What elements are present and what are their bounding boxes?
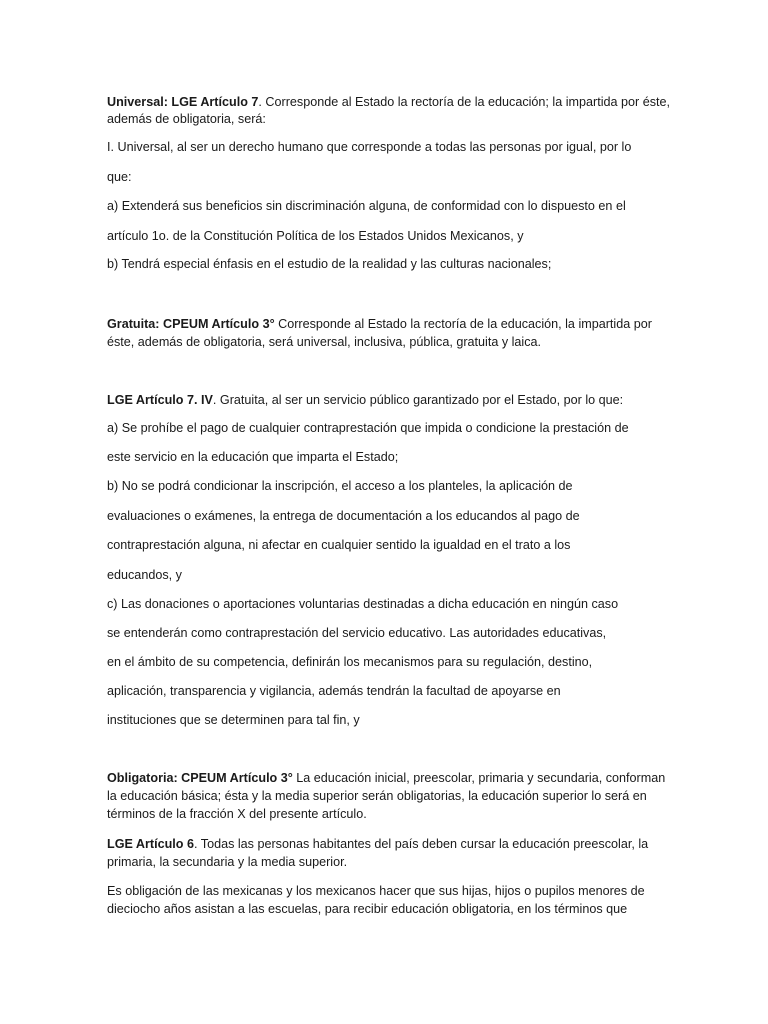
universal-item-i-line-1: I. Universal, al ser un derecho humano que corresponde a todas las personas por igual, por lo xyxy=(107,140,632,154)
lge-iv-a-line-1: a) Se prohíbe el pago de cualquier contraprestación que impida o condicione la prestación de xyxy=(107,421,629,435)
lge-iv-line-1: LGE Artículo 7. IV. Gratuita, al ser un servicio público garantizado por el Estado, por lo que: xyxy=(107,393,624,407)
universal-item-a-line-1: a) Extenderá sus beneficios sin discriminación alguna, de conformidad con lo dispuesto en el xyxy=(107,199,626,213)
lge-iv-b-line-2: evaluaciones o exámenes, la entrega de documentación a los educandos al pago de xyxy=(107,509,580,523)
obligatoria-line-1: Obligatoria: CPEUM Artículo 3° La educación inicial, preescolar, primaria y secundaria, conforman xyxy=(107,771,666,785)
lge-iv-c-line-4: aplicación, transparencia y vigilancia, además tendrán la facultad de apoyarse en xyxy=(107,684,561,698)
lge6-heading: LGE Artículo 6 xyxy=(107,837,194,851)
universal-line-2: además de obligatoria, será: xyxy=(107,112,266,126)
obligatoria-heading: Obligatoria: CPEUM Artículo 3° xyxy=(107,771,293,785)
obligacion-line-1: Es obligación de las mexicanas y los mexicanos hacer que sus hijas, hijos o pupilos menores de xyxy=(107,884,645,898)
lge6-line-2: primaria, la secundaria y la media superior. xyxy=(107,855,348,869)
lge-iv-c-line-5: instituciones que se determinen para tal fin, y xyxy=(107,713,360,727)
universal-line-1: Universal: LGE Artículo 7. Corresponde al Estado la rectoría de la educación; la impartida por éste, xyxy=(107,95,671,109)
universal-item-b: b) Tendrá especial énfasis en el estudio de la realidad y las culturas nacionales; xyxy=(107,257,552,271)
universal-item-i-line-2: que: xyxy=(107,170,132,184)
lge-iv-b-line-4: educandos, y xyxy=(107,568,182,582)
lge-iv-a-line-2: este servicio en la educación que imparta el Estado; xyxy=(107,450,399,464)
lge6-line-1: LGE Artículo 6. Todas las personas habitantes del país deben cursar la educación preescolar, la xyxy=(107,837,649,851)
obligatoria-line-3: términos de la fracción X del presente artículo. xyxy=(107,807,367,821)
gratuita-line-1: Gratuita: CPEUM Artículo 3° Corresponde al Estado la rectoría de la educación, la impartida por xyxy=(107,317,652,331)
gratuita-heading: Gratuita: CPEUM Artículo 3° xyxy=(107,317,275,331)
lge-iv-c-line-2: se entenderán como contraprestación del servicio educativo. Las autoridades educativas, xyxy=(107,626,607,640)
lge-iv-heading: LGE Artículo 7. IV xyxy=(107,393,213,407)
obligatoria-line-2: la educación básica; ésta y la media superior serán obligatorias, la educación superior lo será en xyxy=(107,789,647,803)
lge-iv-c-line-1: c) Las donaciones o aportaciones voluntarias destinadas a dicha educación en ningún caso xyxy=(107,597,619,611)
gratuita-line-2: éste, además de obligatoria, será universal, inclusiva, pública, gratuita y laica. xyxy=(107,335,542,349)
obligacion-line-2: dieciocho años asistan a las escuelas, para recibir educación obligatoria, en los términos que xyxy=(107,902,628,916)
lge-iv-b-line-1: b) No se podrá condicionar la inscripción, el acceso a los planteles, la aplicación de xyxy=(107,479,573,493)
lge-iv-c-line-3: en el ámbito de su competencia, definirán los mecanismos para su regulación, destino, xyxy=(107,655,593,669)
universal-item-a-line-2: artículo 1o. de la Constitución Política de los Estados Unidos Mexicanos, y xyxy=(107,229,524,243)
universal-heading: Universal: LGE Artículo 7 xyxy=(107,95,259,109)
lge-iv-b-line-3: contraprestación alguna, ni afectar en cualquier sentido la igualdad en el trato a los xyxy=(107,538,571,552)
